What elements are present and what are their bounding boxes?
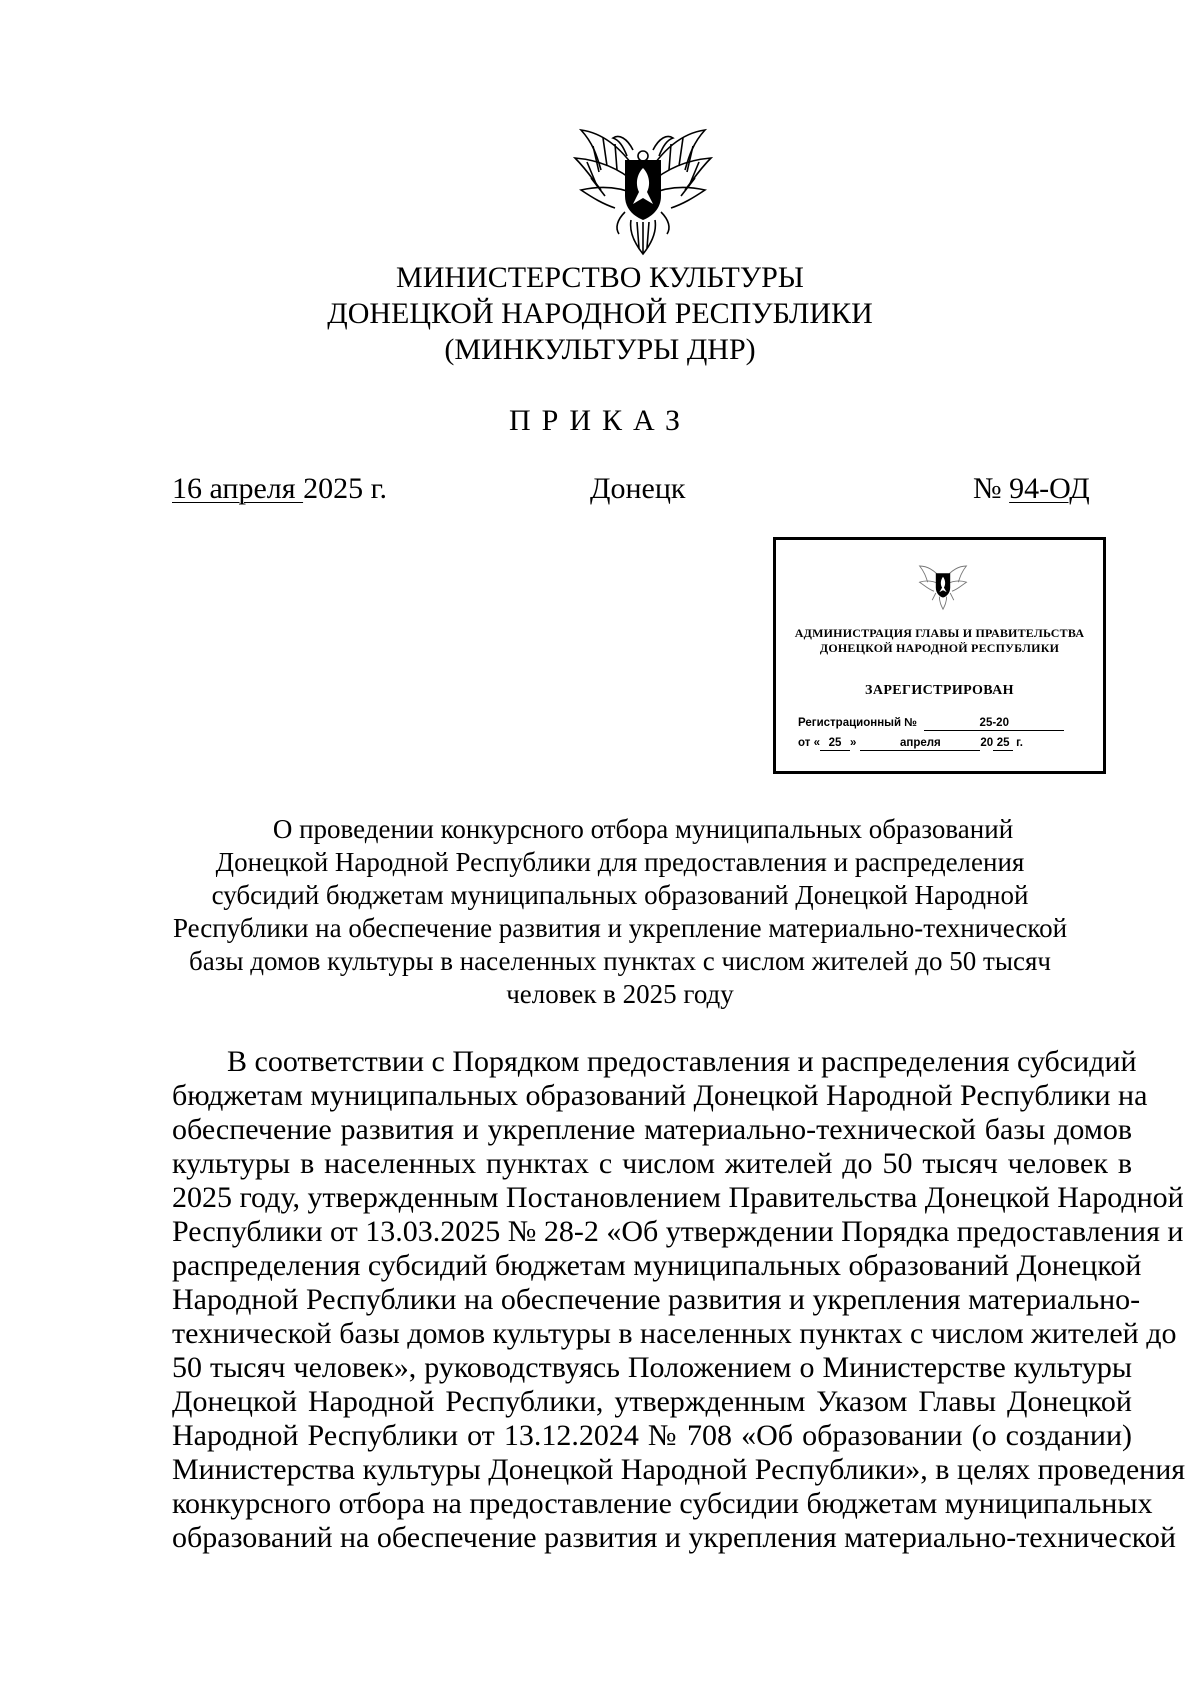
order-subject	[170, 813, 1070, 1011]
stamp-year-prefix: 20	[980, 737, 994, 749]
body-line: 2025 году, утвержденным Постановлением Правительства Донецкой Народной	[172, 1181, 1184, 1214]
subject-line: Донецкой Народной Республики для предоставления и распределения	[215, 847, 1025, 877]
body-line: конкурсного отбора на предоставление субсидии бюджетам муниципальных	[172, 1487, 1153, 1520]
order-city: Донецк	[590, 472, 686, 505]
body-line: Министерства культуры Донецкой Народной Республики», в целях проведения	[172, 1453, 1186, 1486]
body-line: В соответствии с Порядком предоставления и распределения субсидий	[227, 1045, 1137, 1078]
registration-stamp	[773, 537, 1106, 774]
body-line: обеспечение развития и укрепление материально-технической базы домов	[172, 1113, 1132, 1146]
body-line: Республики от 13.03.2025 № 28-2 «Об утверждении Порядка предоставления и	[172, 1215, 1184, 1248]
coat-of-arms-icon	[563, 108, 723, 268]
stamp-day: 25	[820, 737, 850, 751]
subject-line: субсидий бюджетам муниципальных образований Донецкой Народной	[211, 880, 1029, 910]
order-title: ПРИКАЗ	[509, 404, 691, 437]
stamp-date-line	[798, 737, 1023, 751]
stamp-reg-number-line	[798, 717, 1064, 731]
body-line: 50 тысяч человек», руководствуясь Положением о Министерстве культуры	[172, 1351, 1132, 1384]
order-number	[973, 472, 1090, 506]
ministry-name-line-1: МИНИСТЕРСТВО КУЛЬТУРЫ	[396, 261, 804, 294]
subject-line: базы домов культуры в населенных пунктах с числом жителей до 50 тысяч	[189, 946, 1051, 976]
order-date	[172, 472, 387, 506]
order-number-value: 94-ОД	[1009, 472, 1090, 505]
stamp-year-suffix: 25	[993, 737, 1013, 751]
stamp-reg-number: 25-20	[924, 717, 1064, 731]
order-number-prefix: №	[973, 472, 1010, 505]
ministry-header	[200, 260, 1000, 368]
subject-line: О проведении конкурсного отбора муниципальных образований	[272, 814, 1014, 844]
stamp-reg-label: Регистрационный №	[798, 717, 918, 729]
stamp-day-close: »	[849, 737, 857, 749]
body-line: Народной Республики от 13.12.2024 № 708 «Об образовании (о создании)	[172, 1419, 1132, 1452]
stamp-from-label: от «	[798, 737, 820, 749]
body-line: Донецкой Народной Республики, утвержденным Указом Главы Донецкой	[172, 1385, 1132, 1418]
ministry-name-line-2: ДОНЕЦКОЙ НАРОДНОЙ РЕСПУБЛИКИ	[327, 297, 873, 330]
body-line: технической базы домов культуры в населенных пунктах с числом жителей до	[172, 1317, 1177, 1350]
body-line: культуры в населенных пунктах с числом жителей до 50 тысяч человек в	[172, 1147, 1132, 1180]
body-line: Народной Республики на обеспечение развития и укрепления материально-	[172, 1283, 1141, 1316]
stamp-status: ЗАРЕГИСТРИРОВАН	[865, 683, 1014, 698]
ministry-short-name: (МИНКУЛЬТУРЫ ДНР)	[444, 333, 756, 366]
stamp-org-line-1: АДМИНИСТРАЦИЯ ГЛАВЫ И ПРАВИТЕЛЬСТВА	[794, 626, 1085, 640]
stamp-org-line-2: ДОНЕЦКОЙ НАРОДНОЙ РЕСПУБЛИКИ	[819, 641, 1060, 655]
body-line: образований на обеспечение развития и укрепления материально-технической	[172, 1521, 1176, 1554]
order-date-year: 2025 г.	[303, 472, 387, 505]
subject-line: Республики на обеспечение развития и укрепление материально-технической	[172, 913, 1068, 943]
body-line: распределения субсидий бюджетам муниципальных образований Донецкой	[172, 1249, 1142, 1282]
stamp-month: апреля	[860, 737, 980, 751]
stamp-year-label: г.	[1016, 737, 1024, 749]
subject-line: человек в 2025 году	[506, 979, 734, 1009]
order-date-underlined: 16 апреля	[172, 472, 304, 505]
coat-of-arms-small-icon	[916, 557, 970, 611]
body-line: бюджетам муниципальных образований Донецкой Народной Республики на	[172, 1079, 1148, 1112]
